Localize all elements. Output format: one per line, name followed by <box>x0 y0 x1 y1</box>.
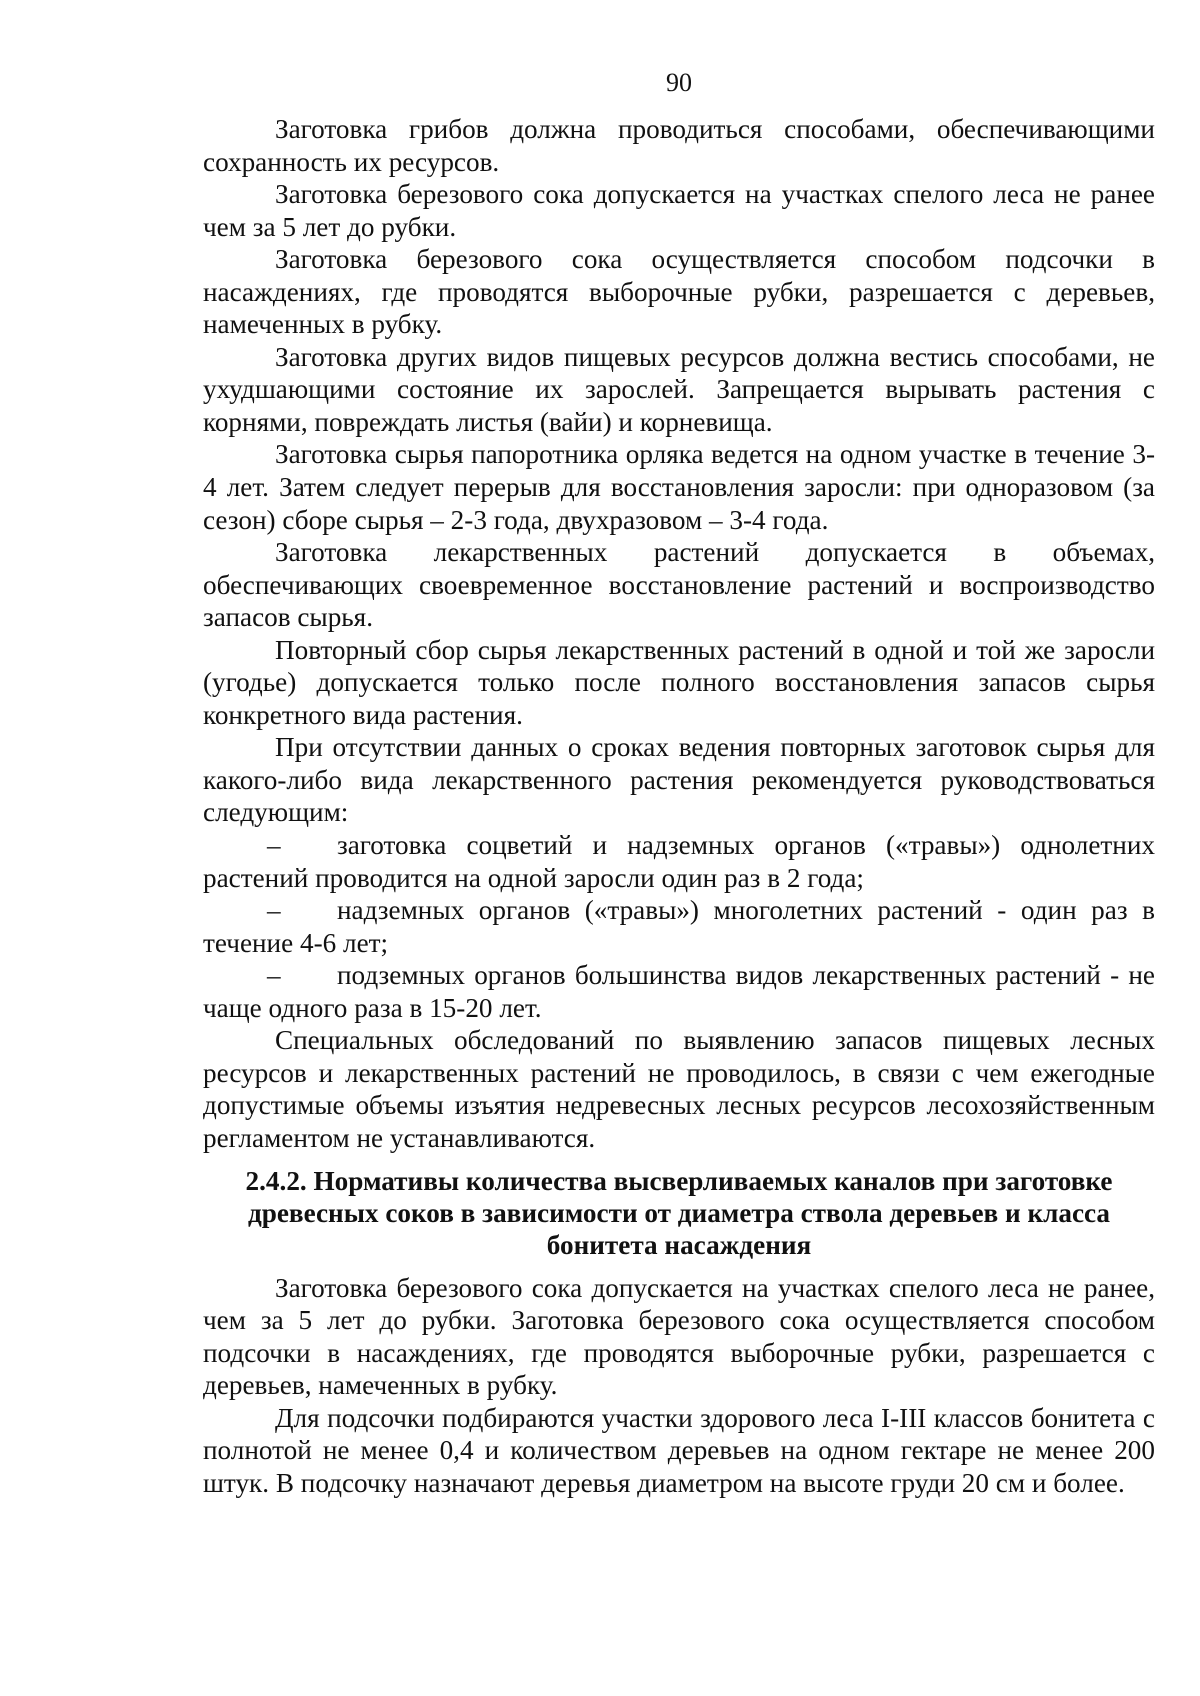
list-dash: – <box>267 830 281 861</box>
paragraph: Заготовка других видов пищевых ресурсов должна вестись способами, не ухудшающими состояние их зарослей. Запрещается вырывать растения с корнями, повреждать листья (вайи) и корневища. <box>203 341 1155 437</box>
list-item <box>203 829 1155 894</box>
paragraph: Заготовка сырья папоротника орляка ведется на одном участке в течение 3-4 лет. Затем следует перерыв для восстановления заросли: при одноразовом (за сезон) сборе сырья – 2-3 года, двухразовом – 3-4 года. <box>203 439 1155 535</box>
paragraph: Заготовка грибов должна проводиться способами, обеспечивающими сохранность их ресурсов. <box>203 114 1155 177</box>
list-item-text: надземных органов («травы») многолетних растений - один раз в течение 4-6 лет; <box>203 895 1155 958</box>
list-item <box>203 894 1155 959</box>
paragraph: Заготовка березового сока допускается на участках спелого леса не ранее, чем за 5 лет до рубки. Заготовка березового сока осуществляется способом подсочки в насаждениях, где проводятся выборочные рубки, разрешается с деревьев, намеченных в рубку. <box>203 1272 1155 1401</box>
list-item <box>203 959 1155 1024</box>
paragraph: Заготовка березового сока осуществляется способом подсочки в насаждениях, где проводятся выборочные рубки, разрешается с деревьев, намеченных в рубку. <box>203 244 1155 340</box>
paragraph: Повторный сбор сырья лекарственных растений в одной и той же заросли (угодье) допускается только после полного восстановления запасов сырья конкретного вида растения. <box>203 634 1155 730</box>
list-item-text: заготовка соцветий и надземных органов («травы») однолетних растений проводится на одной заросли один раз в 2 года; <box>203 830 1155 893</box>
paragraph: При отсутствии данных о сроках ведения повторных заготовок сырья для какого-либо вида лекарственного растения рекомендуется руководствоваться следующим: <box>203 732 1155 828</box>
section-heading: 2.4.2. Нормативы количества высверливаемых каналов при заготовке древесных соков в зависимости от диаметра ствола деревьев и класса бонитета насаждения <box>245 1165 1113 1260</box>
list-dash: – <box>267 960 281 991</box>
paragraph: Заготовка березового сока допускается на участках спелого леса не ранее чем за 5 лет до рубки. <box>203 179 1155 242</box>
paragraph: Заготовка лекарственных растений допускается в объемах, обеспечивающих своевременное восстановление растений и воспроизводство запасов сырья. <box>203 537 1155 633</box>
page-number: 90 <box>666 68 692 97</box>
list-dash: – <box>267 895 281 926</box>
paragraph: Для подсочки подбираются участки здорового леса I-III классов бонитета с полнотой не менее 0,4 и количеством деревьев на одном гектаре не менее 200 штук. В подсочку назначают деревья диаметром на высоте груди 20 см и более. <box>203 1402 1155 1498</box>
list-item-text: подземных органов большинства видов лекарственных растений - не чаще одного раза в 15-20 лет. <box>203 960 1155 1023</box>
document-body <box>203 113 1155 1499</box>
paragraph: Специальных обследований по выявлению запасов пищевых лесных ресурсов и лекарственных растений не проводилось, в связи с чем ежегодные допустимые объемы изъятия недревесных лесных ресурсов лесохозяйственным регламентом не устанавливаются. <box>203 1025 1155 1153</box>
